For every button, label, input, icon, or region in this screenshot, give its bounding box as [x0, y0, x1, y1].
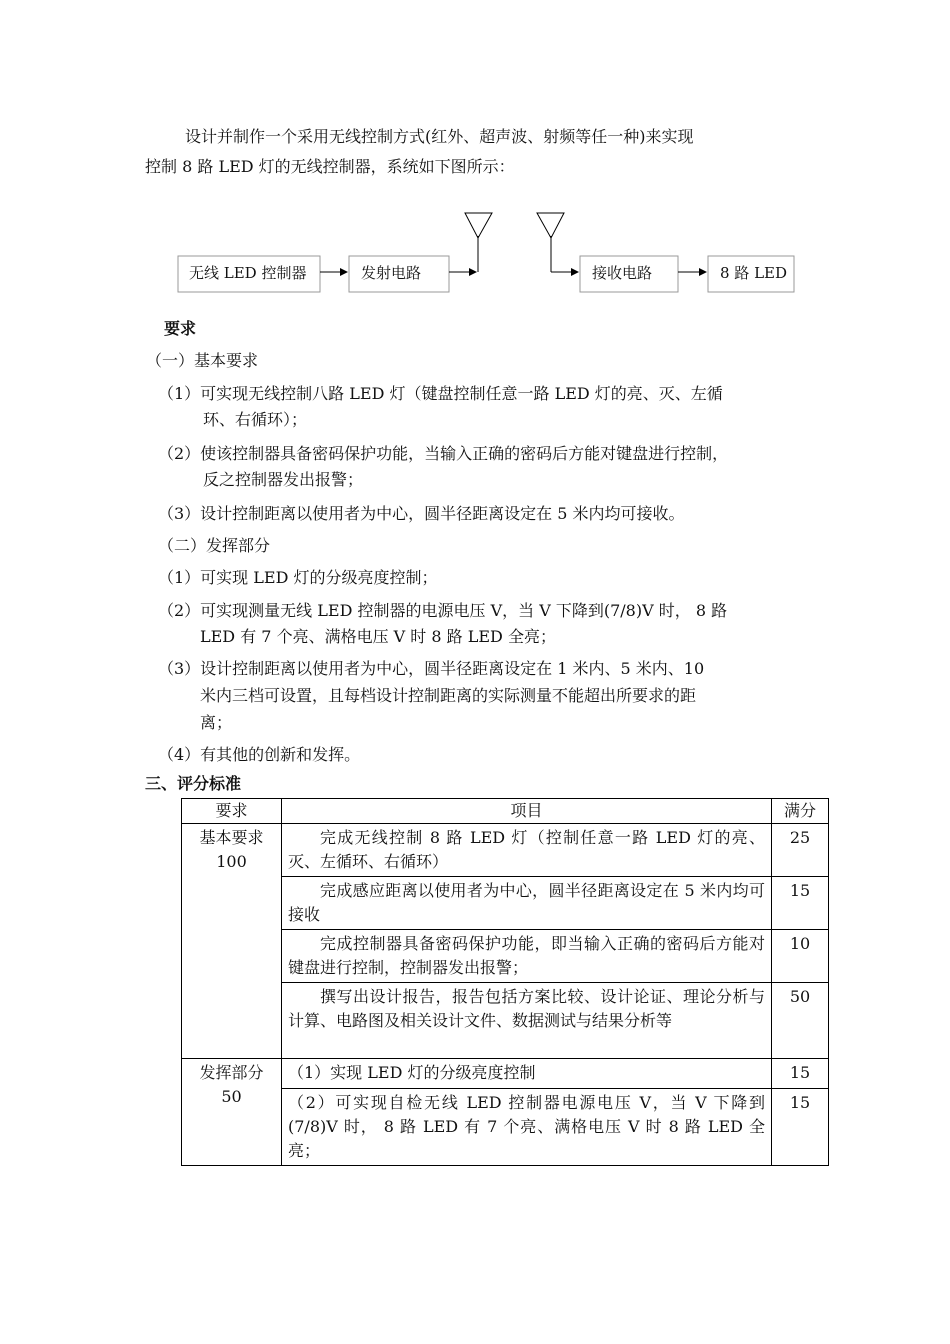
- ext-item-1-line-1: （1）可实现 LED 灯的分级亮度控制；: [158, 568, 438, 587]
- basic-item-1-line-2: 环、右循环）；: [203, 410, 308, 429]
- basic-requirements-heading: （一）基本要求: [146, 351, 259, 370]
- basic-group-label: 基本要求: [199, 828, 264, 847]
- extension-heading: （二）发挥部分: [158, 536, 271, 555]
- basic-item-2-line-2: 反之控制器发出报警；: [203, 470, 364, 489]
- item-cell: 完成感应距离以使用者为中心，圆半径距离设定在 5 米内均可接收: [282, 877, 772, 930]
- extension-group-label: 发挥部分: [199, 1063, 264, 1082]
- intro-line-1: 设计并制作一个采用无线控制方式(红外、超声波、射频等任一种)来实现: [185, 127, 694, 146]
- item-cell: 完成无线控制 8 路 LED 灯（控制任意一路 LED 灯的亮、灭、左循环、右循环）: [282, 824, 772, 877]
- rx-antenna-icon: [537, 213, 564, 238]
- basic-item-2-line-1: （2）使该控制器具备密码保护功能，当输入正确的密码后方能对键盘进行控制，: [158, 444, 729, 463]
- box-label-receive: 接收电路: [592, 264, 653, 282]
- ext-item-2-line-1: （2）可实现测量无线 LED 控制器的电源电压 V，当 V 下降到(7/8)V 时， 8 路: [158, 601, 728, 620]
- score-cell: 10: [772, 930, 829, 983]
- item-cell: 撰写出设计报告，报告包括方案比较、设计论证、理论分析与计算、电路图及相关设计文件、数据测试与结果分析等: [282, 983, 772, 1059]
- requirements-heading: 要求: [164, 319, 197, 338]
- tx-antenna-icon: [465, 213, 492, 238]
- basic-group-total: 100: [216, 852, 247, 871]
- header-requirement: 要求: [182, 799, 282, 824]
- table-row: [182, 1059, 829, 1089]
- header-score: 满分: [772, 799, 829, 824]
- box-label-transmit: 发射电路: [361, 264, 422, 282]
- item-cell: 完成控制器具备密码保护功能，即当输入正确的密码后方能对键盘进行控制，控制器发出报警；: [282, 930, 772, 983]
- score-cell: 50: [772, 983, 829, 1059]
- score-cell: 15: [772, 1059, 829, 1089]
- ext-item-3-line-1: （3）设计控制距离以使用者为中心，圆半径距离设定在 1 米内、5 米内、10: [158, 659, 705, 678]
- ext-item-2-line-2: LED 有 7 个亮、满格电压 V 时 8 路 LED 全亮；: [200, 627, 556, 646]
- intro-line-2: 控制 8 路 LED 灯的无线控制器，系统如下图所示：: [145, 157, 515, 176]
- score-cell: 15: [772, 1089, 829, 1166]
- item-cell: （2）可实现自检无线 LED 控制器电源电压 V，当 V 下降到(7/8)V 时， 8 路 LED 有 7 个亮、满格电压 V 时 8 路 LED 全亮；: [282, 1089, 772, 1166]
- header-item: 项目: [282, 799, 772, 824]
- ext-item-3-line-3: 离；: [200, 713, 233, 732]
- basic-item-1-line-1: （1）可实现无线控制八路 LED 灯（键盘控制任意一路 LED 灯的亮、灭、左循: [158, 384, 723, 403]
- extension-group-cell: [182, 1059, 282, 1166]
- box-label-led: 8 路 LED: [720, 264, 788, 282]
- extension-group-total: 50: [221, 1087, 242, 1106]
- scoring-table: [181, 798, 829, 1166]
- table-row: [182, 824, 829, 877]
- item-cell: （1）实现 LED 灯的分级亮度控制: [282, 1059, 772, 1089]
- basic-item-3-line-1: （3）设计控制距离以使用者为中心，圆半径距离设定在 5 米内均可接收。: [158, 504, 685, 523]
- basic-group-cell: [182, 824, 282, 1059]
- score-cell: 15: [772, 877, 829, 930]
- ext-item-4-line-1: （4）有其他的创新和发挥。: [158, 745, 361, 764]
- score-cell: 25: [772, 824, 829, 877]
- system-block-diagram: [0, 0, 950, 320]
- box-label-controller: 无线 LED 控制器: [189, 264, 307, 282]
- table-header-row: [182, 799, 829, 824]
- ext-item-3-line-2: 米内三档可设置，且每档设计控制距离的实际测量不能超出所要求的距: [200, 686, 697, 705]
- scoring-heading: 三、评分标准: [145, 774, 242, 793]
